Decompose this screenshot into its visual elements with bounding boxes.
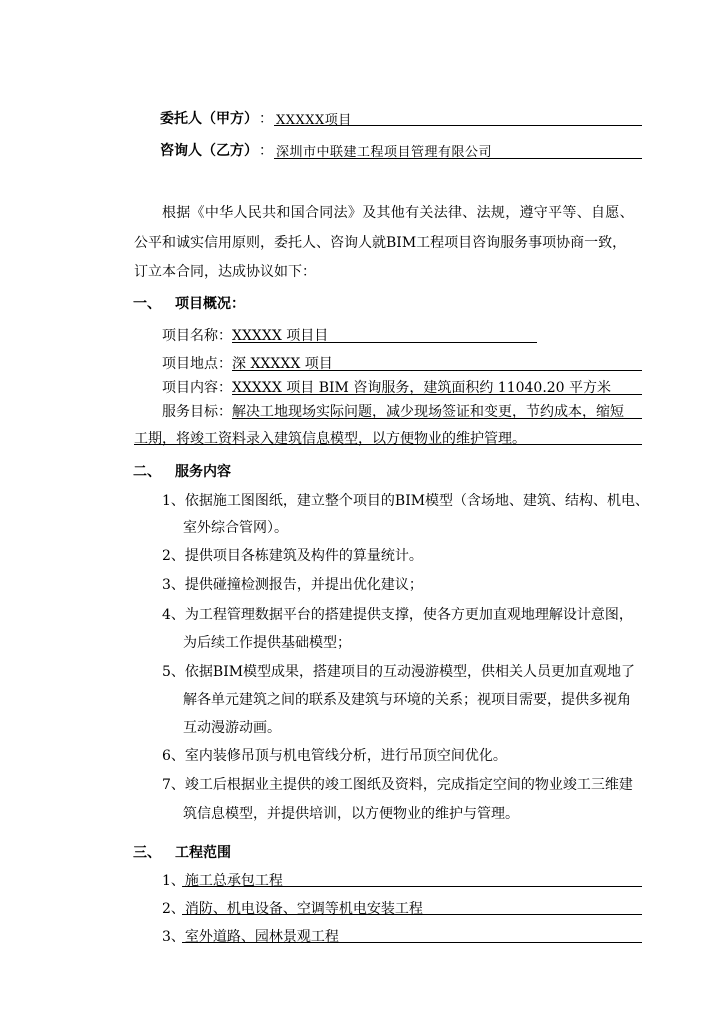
consultant-value: 深圳市中联建工程项目管理有限公司 xyxy=(276,145,493,160)
service-item-5: 5、依据BIM模型成果，搭建项目的互动漫游模型，供相关人员更加直观地了 xyxy=(162,664,636,680)
project-name-underline xyxy=(232,342,537,343)
service-item-5-cont-1: 解各单元建筑之间的联系及建筑与环境的关系；视项目需要，提供多视角 xyxy=(183,692,631,708)
project-location-label: 项目地点： xyxy=(162,356,232,372)
service-item-1-cont: 室外综合管网）。 xyxy=(183,520,288,536)
scope-item-2-underline xyxy=(182,914,642,915)
intro-line-2: 公平和诚实信用原则，委托人、咨询人就BIM工程项目咨询服务事项协商一致， xyxy=(134,235,627,251)
section3-number: 三、 xyxy=(133,845,161,861)
service-item-5-cont-2: 互动漫游动画。 xyxy=(183,720,281,736)
project-location-underline xyxy=(232,370,642,371)
project-content-label: 项目内容： xyxy=(162,380,232,396)
section2-number: 二、 xyxy=(133,464,161,480)
service-goal-value-1: 解决工地现场实际问题，减少现场签证和变更，节约成本，缩短 xyxy=(232,404,624,420)
service-item-7-cont: 筑信息模型，并提供培训，以方便物业的维护与管理。 xyxy=(183,806,519,822)
service-item-6: 6、室内装修吊顶与机电管线分析，进行吊顶空间优化。 xyxy=(162,748,507,764)
scope-item-1: 1、施工总承包工程 xyxy=(162,873,283,889)
service-item-3: 3、提供碰撞检测报告，并提出优化建议； xyxy=(162,577,423,593)
client-underline xyxy=(274,125,642,126)
section1-title: 项目概况： xyxy=(175,296,245,312)
client-colon: ： xyxy=(259,111,273,127)
project-content-value: XXXXX 项目 BIM 咨询服务，建筑面积约 11040.20 平方米 xyxy=(232,380,612,396)
section3-title: 工程范围 xyxy=(175,845,231,861)
service-goal-label: 服务目标： xyxy=(162,404,232,420)
scope-item-1-underline xyxy=(182,886,642,887)
service-item-4: 4、为工程管理数据平台的搭建提供支撑，使各方更加直观地理解设计意图， xyxy=(162,607,633,623)
service-item-2: 2、提供项目各栋建筑及构件的算量统计。 xyxy=(162,548,423,564)
intro-line-1: 根据《中华人民共和国合同法》及其他有关法律、法规，遵守平等、自愿、 xyxy=(162,205,634,221)
section2-title: 服务内容 xyxy=(175,464,231,480)
project-location-value: 深 XXXXX 项目 xyxy=(232,356,333,372)
consultant-underline xyxy=(274,158,642,159)
consultant-colon: ： xyxy=(259,143,273,159)
scope-item-3: 3、室外道路、园林景观工程 xyxy=(162,929,339,945)
service-item-1: 1、依据施工图图纸，建立整个项目的BIM模型（含场地、建筑、结构、机电、 xyxy=(162,493,650,509)
service-goal-value-2: 工期，将竣工资料录入建筑信息模型，以方便物业的维护管理。 xyxy=(134,431,526,447)
scope-item-2: 2、消防、机电设备、空调等机电安装工程 xyxy=(162,901,423,917)
service-item-4-cont: 为后续工作提供基础模型； xyxy=(183,635,351,651)
project-name-value: XXXXX 项目目 xyxy=(232,328,329,344)
project-content-underline xyxy=(232,394,642,395)
consultant-label: 咨询人（乙方） xyxy=(160,143,258,159)
project-name-label: 项目名称： xyxy=(162,328,232,344)
client-label: 委托人（甲方） xyxy=(160,111,258,127)
intro-line-3: 订立本合同，达成协议如下： xyxy=(134,264,316,280)
service-item-7: 7、竣工后根据业主提供的竣工图纸及资料，完成指定空间的物业竣工三维建 xyxy=(162,777,633,793)
scope-item-3-underline xyxy=(182,942,642,943)
section1-number: 一、 xyxy=(133,296,161,312)
service-goal-underline-2 xyxy=(134,444,642,445)
client-value: XXXXX项目 xyxy=(276,113,352,128)
service-goal-underline-1 xyxy=(232,418,642,419)
